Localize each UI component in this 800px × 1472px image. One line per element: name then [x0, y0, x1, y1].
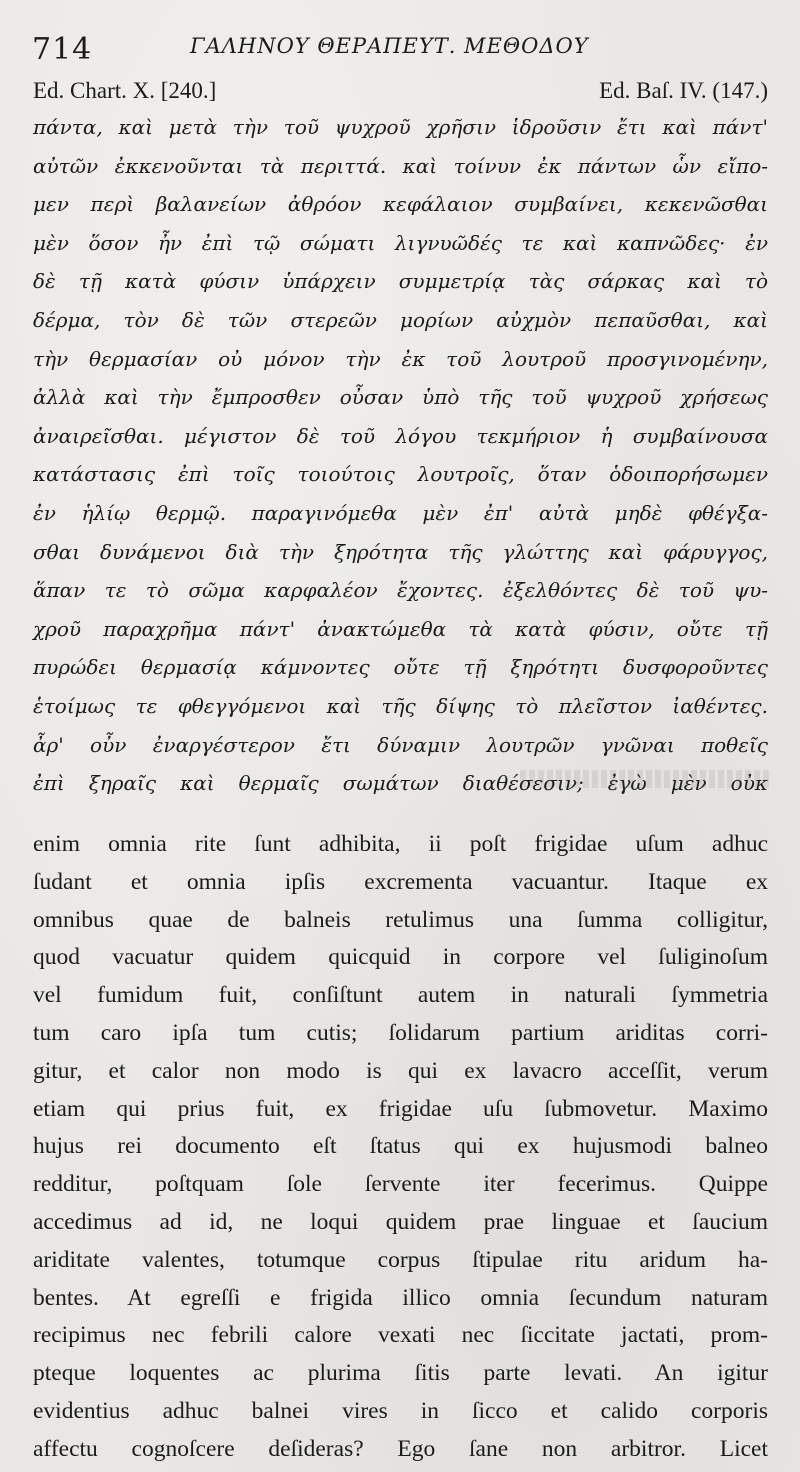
- greek-line: ἅπαν τε τὸ σῶμα καρφαλέον ἔχοντες. ἐξελθόντες δὲ τοῦ ψυ-: [33, 578, 768, 603]
- edition-references: [33, 78, 768, 110]
- greek-line: ἀλλὰ καὶ τὴν ἔμπροσθεν οὖσαν ὑπὸ τῆς τοῦ ψυχροῦ χρήσεως: [33, 385, 768, 410]
- greek-line: ἐπὶ ξηραῖς καὶ θερμαῖς σωμάτων διαθέσεσιν; ἐγὼ μὲν οὐκ: [33, 771, 768, 796]
- greek-line: ἀναιρεῖσθαι. μέγιστον δὲ τοῦ λόγου τεκμήριον ἡ συμβαίνουσα: [33, 423, 768, 448]
- edition-reference-chart: Ed. Chart. X. [240.]: [33, 78, 217, 103]
- latin-line: ariditate valentes, totumque corpus ſtipulae ritu aridum ha-: [33, 1246, 768, 1273]
- latin-line: quod vacuatur quidem quicquid in corpore vel ſuliginoſum: [33, 944, 768, 971]
- latin-line: etiam qui prius fuit, ex frigidae uſu ſubmovetur. Maximo: [33, 1095, 768, 1122]
- show-through-shadow: [520, 770, 770, 788]
- latin-line: enim omnia rite ſunt adhibita, ii poſt frigidae uſum adhuc: [33, 831, 768, 857]
- greek-line: ἐν ἡλίῳ θερμῷ. παραγινόμεθα μὲν ἐπ' αὐτὰ μηδὲ φθέγξα-: [33, 500, 768, 525]
- latin-line: vel fumidum fuit, conſiſtunt autem in naturali ſymmetria: [33, 982, 768, 1009]
- page-header: [30, 26, 770, 70]
- page-number: 714: [32, 32, 93, 67]
- latin-line: accedimus ad id, ne loqui quidem prae linguae et ſaucium: [33, 1208, 768, 1235]
- latin-line: recipimus nec febrili calore vexati nec ſiccitate jactati, prom-: [33, 1322, 768, 1349]
- latin-line: evidentius adhuc balnei vires in ſicco et calido corporis: [33, 1397, 768, 1424]
- greek-line: ἑτοίμως τε φθεγγόμενοι καὶ τῆς δίψης τὸ πλεῖστον ἰαθέντες.: [33, 693, 768, 718]
- greek-line: σθαι δυνάμενοι διὰ τὴν ξηρότητα τῆς γλώττης καὶ φάρυγγος,: [33, 539, 768, 564]
- edition-reference-basel: Ed. Baſ. IV. (147.): [599, 78, 768, 103]
- latin-line: pteque loquentes ac plurima ſitis parte levati. An igitur: [33, 1360, 768, 1387]
- greek-line: πυρώδει θερμασίᾳ κάμνοντες οὔτε τῇ ξηρότητι δυσφοροῦντες: [33, 655, 768, 680]
- latin-line: gitur, et calor non modo is qui ex lavacro acceſſit, verum: [33, 1057, 768, 1084]
- greek-line: δὲ τῇ κατὰ φύσιν ὑπάρχειν συμμετρίᾳ τὰς σάρκας καὶ τὸ: [33, 269, 768, 294]
- greek-line: μὲν ὅσον ἦν ἐπὶ τῷ σώματι λιγνυῶδές τε καὶ καπνῶδες· ἐν: [33, 230, 768, 255]
- greek-line: ἆρ' οὖν ἐναργέστερον ἔτι δύναμιν λουτρῶν γνῶναι ποθεῖς: [33, 732, 768, 757]
- greek-line: δέρμα, τὸν δὲ τῶν στερεῶν μορίων αὐχμὸν πεπαῦσθαι, καὶ: [33, 307, 768, 332]
- greek-text-block: [33, 108, 768, 803]
- latin-line: bentes. At egreſſi e frigida illico omnia ſecundum naturam: [33, 1284, 768, 1311]
- latin-line: tum caro ipſa tum cutis; ſolidarum partium ariditas corri-: [33, 1019, 768, 1046]
- greek-line: αὐτῶν ἐκκενοῦνται τὰ περιττά. καὶ τοίνυν ἐκ πάντων ὧν εἴπο-: [33, 153, 768, 178]
- latin-line: omnibus quae de balneis retulimus una ſumma colligitur,: [33, 906, 768, 933]
- greek-line: πάντα, καὶ μετὰ τὴν τοῦ ψυχροῦ χρῆσιν ἱδροῦσιν ἔτι καὶ πάντ': [33, 115, 768, 139]
- latin-line: ſudant et omnia ipſis excrementa vacuantur. Itaque ex: [33, 868, 768, 895]
- latin-text-block: [33, 826, 768, 1469]
- latin-line: redditur, poſtquam ſole ſervente iter fecerimus. Quippe: [33, 1171, 768, 1198]
- latin-line: affectu cognoſcere deſideras? Ego ſane non arbitror. Licet: [33, 1435, 768, 1462]
- greek-line: μεν περὶ βαλανείων ἀθρόον κεφάλαιον συμβαίνει, κεκενῶσθαι: [33, 192, 768, 217]
- running-title: ΓΑΛΗΝΟΥ ΘΕΡΑΠΕΥΤ. ΜΕΘΟΔΟΥ: [190, 34, 589, 58]
- latin-line: hujus rei documento eſt ſtatus qui ex hujusmodi balneo: [33, 1133, 768, 1160]
- greek-line: χροῦ παραχρῆμα πάντ' ἀνακτώμεθα τὰ κατὰ φύσιν, οὔτε τῇ: [33, 616, 768, 641]
- greek-line: κατάστασις ἐπὶ τοῖς τοιούτοις λουτροῖς, ὅταν ὁδοιπορήσωμεν: [33, 462, 768, 487]
- greek-line: τὴν θερμασίαν οὐ μόνον τὴν ἐκ τοῦ λουτροῦ προσγινομένην,: [33, 346, 768, 371]
